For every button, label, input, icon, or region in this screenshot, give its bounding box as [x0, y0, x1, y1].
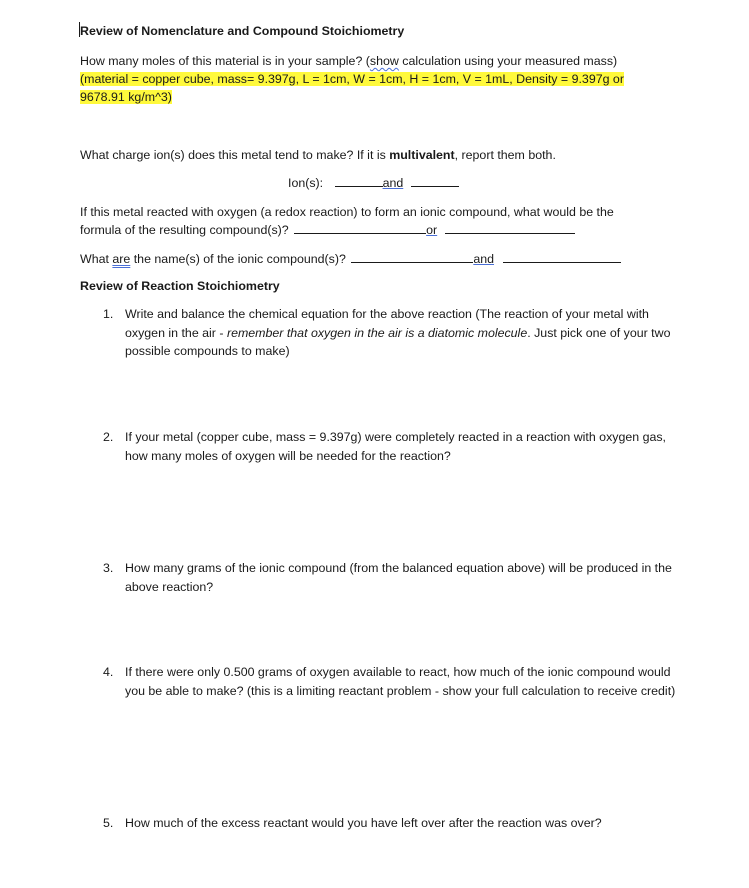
ion-blank-2[interactable]	[411, 174, 459, 187]
question-1-text-italic: remember that oxygen in the air is a diatomic molecule	[226, 325, 528, 340]
question-3-number: 3.	[103, 561, 114, 575]
material-details-line2	[80, 88, 172, 106]
question-1-text-post: . Just pick one of your two possible compounds to make)	[125, 325, 671, 358]
names-question-post: the name(s) of the ionic compound(s)?	[130, 252, 346, 266]
question-1-text	[125, 305, 685, 361]
moles-question-pre: How many moles of this material is in your sample? (	[80, 54, 370, 68]
oxygen-question-line2	[80, 221, 575, 239]
question-2-number: 2.	[103, 430, 114, 444]
names-question-pre: What	[80, 252, 113, 266]
name-blank-2[interactable]	[503, 250, 621, 263]
charge-question-pre: What charge ion(s) does this metal tend to make? If it is	[80, 148, 390, 162]
question-5-number: 5.	[103, 816, 114, 830]
names-question	[80, 250, 621, 268]
formula-blank-2[interactable]	[445, 221, 575, 234]
moles-question-post: calculation using your measured mass)	[398, 54, 618, 68]
section-title-nomenclature: Review of Nomenclature and Compound Stoichiometry	[80, 24, 405, 38]
question-1-text-pre: Write and balance the chemical equation for the above reaction (The reaction of your metal with oxygen in the air -	[125, 307, 649, 340]
material-details-highlight1: (material = copper cube, mass= 9.397g, L = 1cm, W = 1cm, H = 1cm, V = 1mL, Density = 9.397g or	[80, 72, 624, 86]
question-4-number: 4.	[103, 665, 114, 679]
ions-answer-line	[288, 174, 459, 192]
question-3-text: How many grams of the ionic compound (from the balanced equation above) will be produced in the above reaction?	[125, 561, 672, 594]
multivalent-word: multivalent	[389, 148, 455, 162]
ion-blank-1[interactable]	[335, 174, 383, 187]
question-2-text: If your metal (copper cube, mass = 9.397g) were completely reacted in a reaction with oxygen gas, how many moles of oxygen will be needed for the reaction?	[125, 430, 666, 463]
oxygen-question-line1: If this metal reacted with oxygen (a redox reaction) to form an ionic compound, what would be the	[80, 205, 614, 219]
show-word: show	[369, 54, 399, 68]
charge-question	[80, 146, 556, 164]
material-details-highlight2: 9678.91 kg/m^3)	[80, 90, 172, 104]
are-word: are	[112, 252, 131, 266]
material-details-line1	[80, 70, 624, 88]
names-and: and	[473, 252, 495, 266]
charge-question-post: , report them both.	[454, 148, 556, 162]
formula-blank-1[interactable]	[294, 221, 426, 234]
formula-or: or	[426, 223, 438, 237]
question-4-text: If there were only 0.500 grams of oxygen available to react, how much of the ionic compound would you be able to make? (this is a limiting reactant problem - show your full calculation to receive credit)	[125, 665, 676, 698]
ions-label: Ion(s):	[288, 176, 324, 190]
question-1-number: 1.	[103, 307, 114, 321]
ions-and: and	[382, 176, 404, 190]
oxygen-question-text: formula of the resulting compound(s)?	[80, 223, 289, 237]
name-blank-1[interactable]	[351, 250, 473, 263]
question-5-text: How much of the excess reactant would you have left over after the reaction was over?	[125, 816, 602, 830]
moles-question	[80, 52, 617, 70]
section-title-reaction: Review of Reaction Stoichiometry	[80, 279, 280, 293]
